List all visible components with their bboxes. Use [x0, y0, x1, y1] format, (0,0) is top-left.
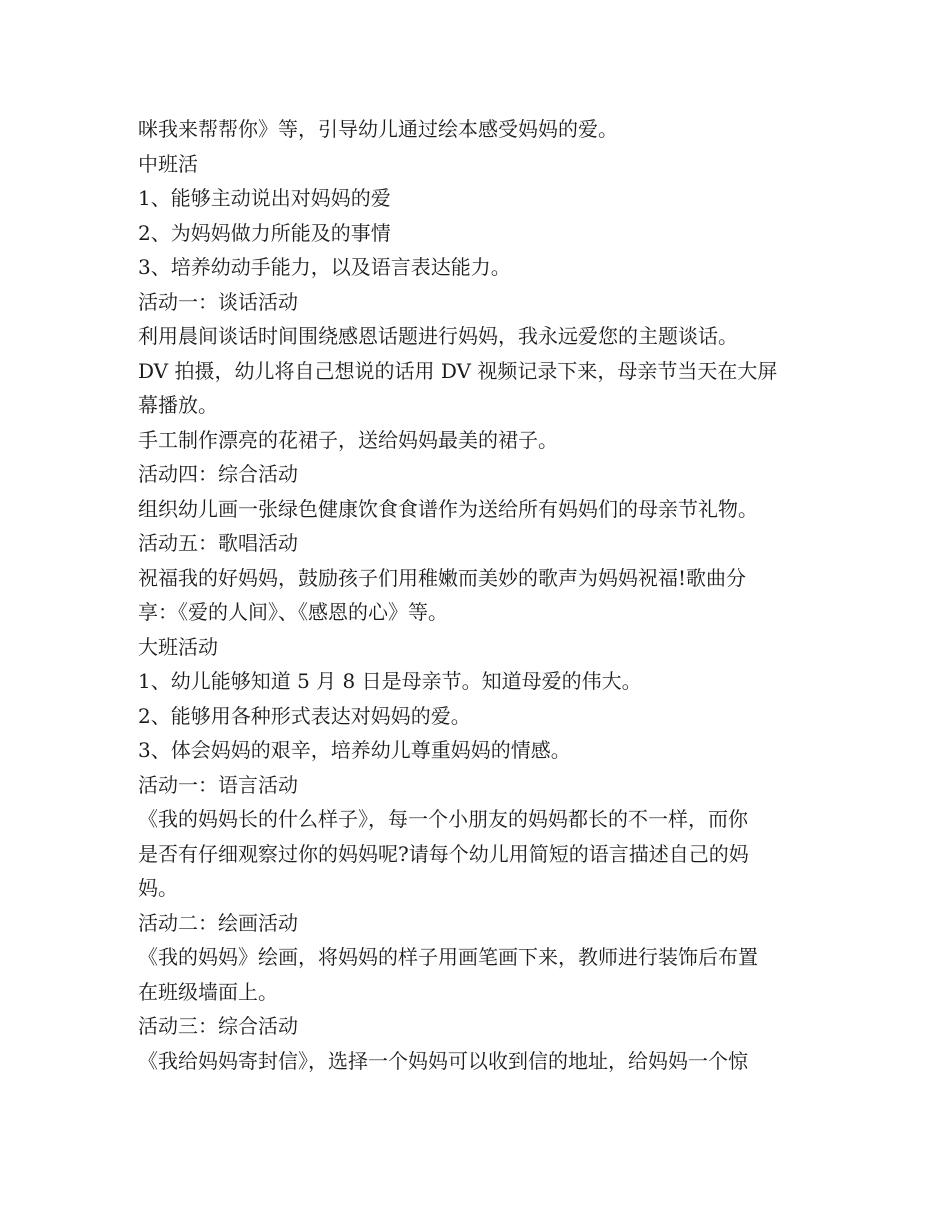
activity-heading: 活动五：歌唱活动 [138, 531, 298, 555]
section-heading: 中班活 [138, 151, 198, 176]
document-body [138, 112, 818, 1078]
text-line: 《我的妈妈》绘画，将妈妈的样子用画笔画下来，教师进行装饰后布置 [138, 945, 758, 969]
list-item: 1、幼儿能够知道 5 月 8 日是母亲节。知道母爱的伟大。 [138, 669, 642, 693]
activity-heading: 活动二：绘画活动 [138, 910, 298, 935]
list-item: 2、为妈妈做力所能及的事情 [138, 220, 391, 245]
activity-heading: 活动一：谈话活动 [138, 289, 298, 314]
activity-heading: 活动一：语言活动 [138, 772, 298, 797]
text-line: 利用晨间谈话时间围绕感恩话题进行妈妈，我永远爱您的主题谈话。 [138, 324, 738, 348]
text-line: 幕播放。 [138, 393, 218, 417]
text-line: DV 拍摄，幼儿将自己想说的话用 DV 视频记录下来，母亲节当天在大屏 [138, 358, 778, 383]
activity-heading: 活动三：综合活动 [138, 1014, 298, 1038]
text-line: 在班级墙面上。 [138, 979, 278, 1004]
text-line: 咪我来帮帮你》等，引导幼儿通过绘本感受妈妈的爱。 [138, 117, 618, 141]
text-line: 手工制作漂亮的花裙子，送给妈妈最美的裙子。 [138, 427, 558, 452]
section-heading: 大班活动 [138, 634, 218, 659]
list-item: 2、能够用各种形式表达对妈妈的爱。 [138, 703, 471, 728]
text-line: 组织幼儿画一张绿色健康饮食食谱作为送给所有妈妈们的母亲节礼物。 [138, 496, 758, 521]
text-line: 《我给妈妈寄封信》，选择一个妈妈可以收到信的地址，给妈妈一个惊 [138, 1048, 748, 1073]
text-line: 妈。 [138, 876, 178, 900]
activity-heading: 活动四：综合活动 [138, 462, 298, 486]
text-line: 《我的妈妈长的什么样子》，每一个小朋友的妈妈都长的不一样，而你 [138, 807, 748, 831]
text-line: 是否有仔细观察过你的妈妈呢?请每个幼儿用简短的语言描述自己的妈 [138, 841, 749, 866]
list-item: 3、体会妈妈的艰辛，培养幼儿尊重妈妈的情感。 [138, 738, 571, 762]
list-item: 1、能够主动说出对妈妈的爱 [138, 186, 391, 210]
list-item: 3、培养幼动手能力，以及语言表达能力。 [138, 255, 511, 279]
text-line: 祝福我的好妈妈，鼓励孩子们用稚嫩而美妙的歌声为妈妈祝福!歌曲分 [138, 565, 747, 590]
text-line: 享：《爱的人间》、《感恩的心》等。 [138, 600, 448, 624]
